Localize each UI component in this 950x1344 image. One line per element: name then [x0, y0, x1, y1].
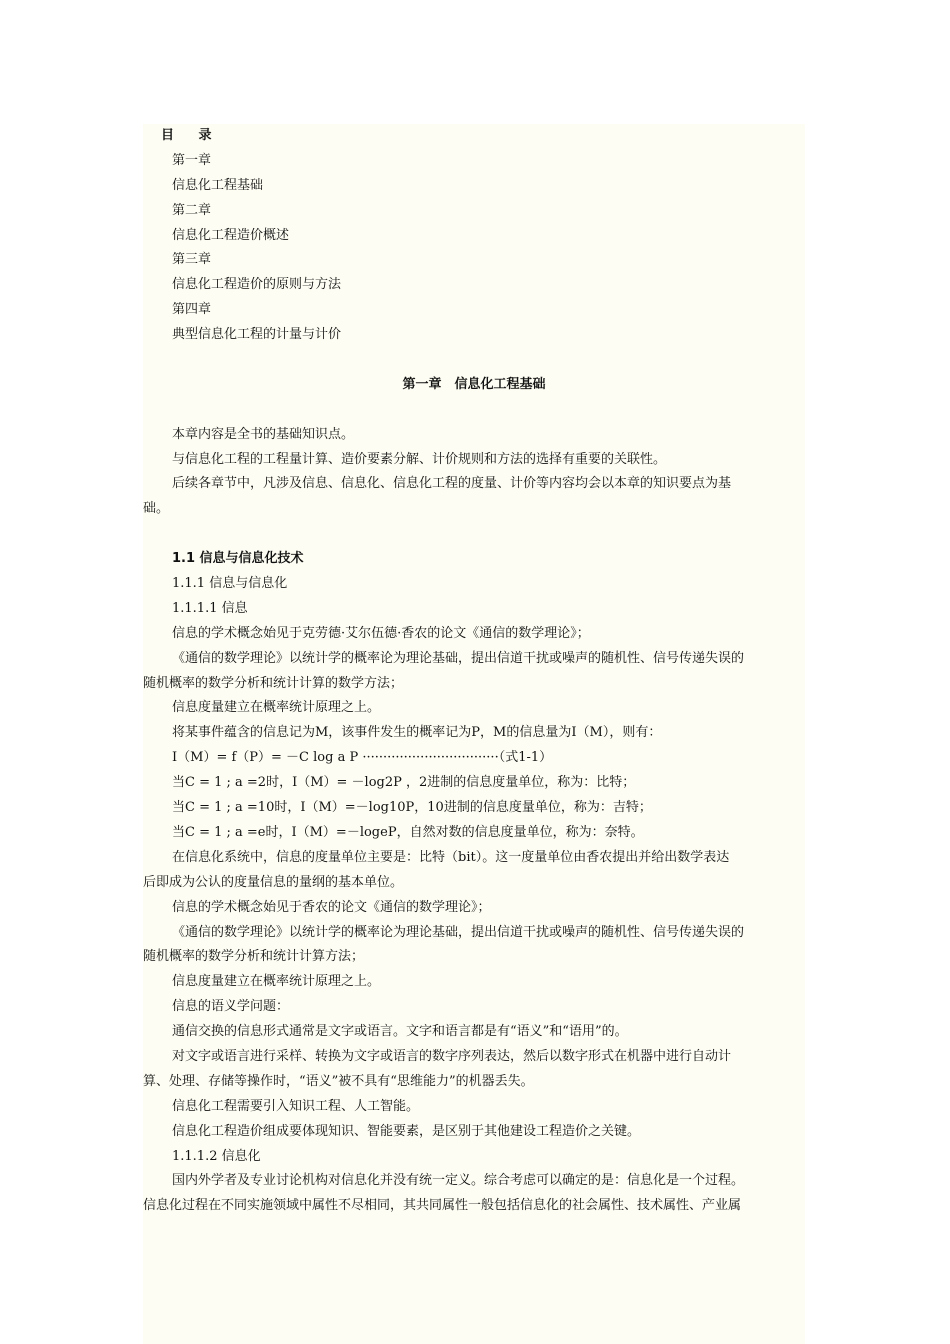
paragraph-line: 当C = 1 ; a =e时，I（M）=－logeP，自然对数的信息度量单位，称为：奈特。 [172, 824, 644, 840]
body-paragraph [143, 721, 805, 746]
intro-paragraph [143, 448, 805, 473]
body-paragraph [143, 1020, 805, 1045]
paragraph-line: 后即成为公认的度量信息的量纲的基本单位。 [143, 874, 404, 890]
toc-item: 信息化工程造价的原则与方法 [172, 277, 342, 293]
body-paragraph [143, 995, 805, 1020]
spacer [143, 522, 805, 547]
body-paragraph [143, 696, 805, 721]
section-body-information [143, 622, 805, 1145]
section-heading-1-1: 1.1 信息与信息化技术 [172, 551, 304, 567]
paragraph-line: 当C = 1 ; a =2时，I（M）= －log2P ，2进制的信息度量单位，称为：比特； [172, 775, 636, 791]
paragraph-line: 后续各章节中，凡涉及信息、信息化、信息化工程的度量、计价等内容均会以本章的知识要点为基 [172, 476, 732, 492]
chapter-title: 第一章 信息化工程基础 [402, 376, 546, 392]
body-paragraph [143, 647, 805, 697]
body-paragraph [143, 622, 805, 647]
toc-list [143, 149, 805, 348]
paragraph-line: 《通信的数学理论》以统计学的概率论为理论基础，提出信道干扰或噪声的随机性、信号传递失误的 [172, 650, 745, 666]
paragraph-line: 通信交换的信息形式通常是文字或语言。文字和语言都是有“语义”和“语用”的。 [172, 1024, 628, 1040]
paragraph-line: 信息度量建立在概率统计原理之上。 [172, 974, 381, 990]
intro-paragraph [143, 472, 805, 522]
toc-item: 第四章 [172, 302, 212, 318]
paragraph-line: 算、处理、存储等操作时，“语义”被不具有“思维能力”的机器丢失。 [143, 1073, 534, 1089]
paragraph-line: 当C = 1 ; a =10时，I（M）=－log10P，10进制的信息度量单位，称为：吉特； [172, 800, 652, 816]
section-body-informatization [143, 1169, 805, 1219]
body-paragraph [143, 846, 805, 896]
toc-item: 信息化工程造价概述 [172, 227, 290, 243]
paragraph-line: 国内外学者及专业讨论机构对信息化并没有统一定义。综合考虑可以确定的是：信息化是一个过程。 [172, 1173, 745, 1189]
toc-item: 第一章 [172, 152, 212, 168]
chapter-intro [143, 423, 805, 523]
body-paragraph [143, 896, 805, 921]
paragraph-line: I（M）= f（P）= －C log a P ·································（式1-1） [172, 750, 553, 766]
paragraph-line: 与信息化工程的工程量计算、造价要素分解、计价规则和方法的选择有重要的关联性。 [172, 451, 667, 467]
paragraph-line: 信息的语义学问题： [172, 999, 290, 1015]
paragraph-line: 本章内容是全书的基础知识点。 [172, 426, 355, 442]
body-paragraph [143, 771, 805, 796]
body-paragraph [143, 921, 805, 971]
paragraph-line: 将某事件蕴含的信息记为M，该事件发生的概率记为P，M的信息量为I（M），则有： [172, 725, 662, 741]
body-paragraph [143, 1095, 805, 1120]
paragraph-line: 信息度量建立在概率统计原理之上。 [172, 700, 381, 716]
body-paragraph [143, 1169, 805, 1219]
section-heading-1-1-1-2: 1.1.1.2 信息化 [172, 1148, 261, 1164]
section-heading-1-1-1: 1.1.1 信息与信息化 [172, 576, 288, 592]
toc-item: 第三章 [172, 252, 212, 268]
paragraph-line: 信息的学术概念始见于香农的论文《通信的数学理论》； [172, 899, 491, 915]
paragraph-line: 础。 [143, 501, 170, 517]
body-paragraph [143, 746, 805, 771]
spacer [143, 398, 805, 423]
body-paragraph [143, 796, 805, 821]
paragraph-line: 信息化工程造价组成要体现知识、智能要素，是区别于其他建设工程造价之关键。 [172, 1123, 641, 1139]
body-paragraph [143, 821, 805, 846]
spacer [143, 348, 805, 373]
toc-item: 典型信息化工程的计量与计价 [172, 327, 342, 343]
paragraph-line: 对文字或语言进行采样、转换为文字或语言的数字序列表达，然后以数字形式在机器中进行自动计 [172, 1048, 732, 1064]
paragraph-line: 《通信的数学理论》以统计学的概率论为理论基础，提出信道干扰或噪声的随机性、信号传递失误的 [172, 924, 745, 940]
intro-paragraph [143, 423, 805, 448]
paragraph-line: 信息化工程需要引入知识工程、人工智能。 [172, 1098, 420, 1114]
paragraph-line: 随机概率的数学分析和统计计算的数学方法； [143, 675, 404, 691]
toc-item: 第二章 [172, 202, 212, 218]
paragraph-line: 在信息化系统中，信息的度量单位主要是：比特（bit）。这一度量单位由香农提出并给出数学表达 [172, 849, 730, 865]
toc-title: 目 录 [161, 128, 222, 143]
body-paragraph [143, 970, 805, 995]
section-heading-1-1-1-1: 1.1.1.1 信息 [172, 600, 248, 616]
document-page [143, 124, 805, 1344]
toc-item: 信息化工程基础 [172, 177, 264, 193]
body-paragraph [143, 1120, 805, 1145]
paragraph-line: 信息的学术概念始见于克劳德·艾尔伍德·香农的论文《通信的数学理论》； [172, 625, 590, 641]
paragraph-line: 信息化过程在不同实施领域中属性不尽相同，其共同属性一般包括信息化的社会属性、技术属性、产业属 [143, 1198, 742, 1214]
paragraph-line: 随机概率的数学分析和统计计算方法； [143, 949, 365, 965]
body-paragraph [143, 1045, 805, 1095]
